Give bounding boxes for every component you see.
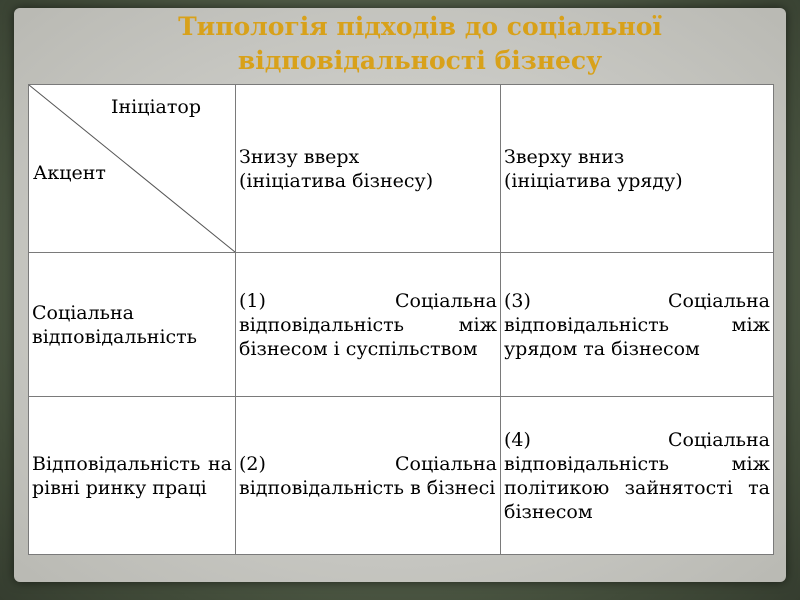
row-header-labor-market-responsibility: Відповідальність на рівні ринку праці	[29, 397, 236, 555]
table-cell-3: (3) Соціальна відповідальність між урядом та бізнесом	[501, 253, 774, 397]
column-header-line1: Знизу вверх	[239, 145, 360, 168]
corner-label-accent: Акцент	[33, 162, 106, 184]
column-header-bottom-up	[236, 85, 501, 253]
table-row	[29, 397, 774, 555]
corner-cell	[29, 85, 236, 253]
corner-label-initiator: Ініціатор	[111, 96, 201, 118]
title-line-2: відповідальності бізнесу	[237, 46, 603, 75]
row-header-social-responsibility: Соціальна відповідальність	[29, 253, 236, 397]
column-header-line2: (ініціатива уряду)	[504, 169, 683, 192]
column-header-line2: (ініціатива бізнесу)	[239, 169, 434, 192]
column-header-line1: Зверху вниз	[504, 145, 625, 168]
table-cell-4: (4) Соціальна відповідальність між політикою зайнятості та бізнесом	[501, 397, 774, 555]
title-line-1: Типологія підходів до соціальної	[178, 12, 662, 41]
column-header-top-down	[501, 85, 774, 253]
table-cell-1: (1) Соціальна відповідальність між бізнесом і суспільством	[236, 253, 501, 397]
header-row	[29, 85, 774, 253]
slide-title	[120, 10, 720, 78]
table-cell-2: (2) Соціальна відповідальність в бізнесі	[236, 397, 501, 555]
typology-table	[28, 84, 774, 555]
table-row	[29, 253, 774, 397]
